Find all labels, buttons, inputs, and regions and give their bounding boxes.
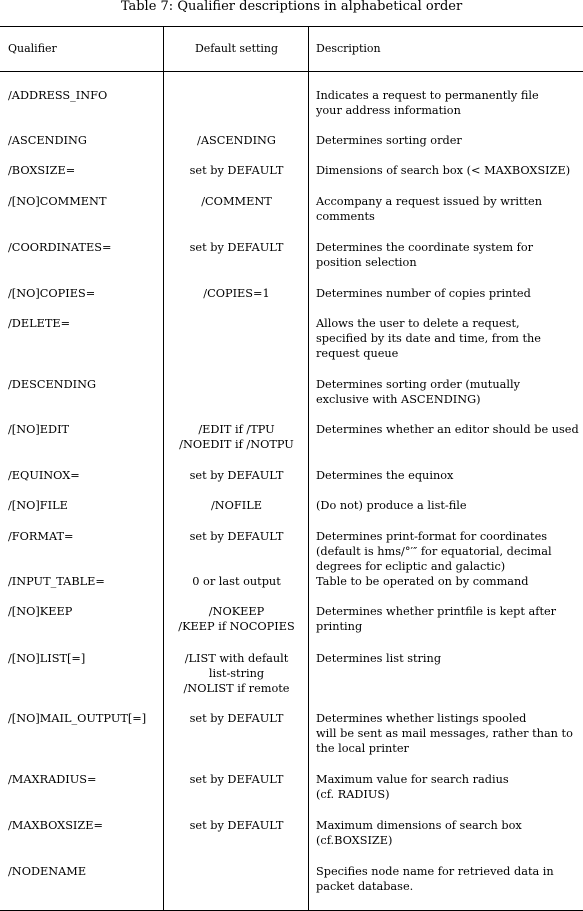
qualifier-cell: /DELETE= [8,317,71,330]
description-cell-line: request queue [316,347,399,360]
description-cell [316,422,582,437]
description-cell [316,194,582,224]
default-setting-cell-line: list-string [208,667,265,680]
description-cell-line: Indicates a request to permanently file [316,89,539,102]
description-cell-line: Allows the user to delete a request, [316,317,520,330]
description-cell-line: (cf. RADIUS) [316,788,390,801]
description-cell-line: comments [316,210,375,223]
default-setting-cell-line: /EDIT if /TPU [198,423,275,436]
description-cell-line: specified by its date and time, from the [316,332,541,345]
qualifier-cell: /[NO]KEEP [8,605,73,618]
description-cell-line: Dimensions of search box (< MAXBOXSIZE) [316,164,571,177]
description-cell-line: Maximum dimensions of search box [316,819,522,832]
header-default-setting: Default setting [194,42,279,55]
qualifier-cell: /MAXBOXSIZE= [8,819,103,832]
description-cell-line: exclusive with ASCENDING) [316,393,481,406]
description-cell-line: Specifies node name for retrieved data in [316,865,554,878]
qualifier-cell: /[NO]LIST[=] [8,652,86,665]
description-cell-line: your address information [316,104,461,117]
description-cell [316,240,582,270]
description-cell-line: Determines the equinox [316,469,454,482]
default-setting-cell [165,133,308,148]
default-setting-cell-line: /NOFILE [210,499,262,512]
description-cell [316,498,582,513]
default-setting-cell-line: /NOEDIT if /NOTPU [179,438,294,451]
default-setting-cell-line: /NOLIST if remote [183,682,290,695]
description-cell-line: Determines whether an editor should be used [316,423,579,436]
description-cell-line: degrees for ecliptic and galactic) [316,560,506,573]
description-cell-line: Determines print-format for coordinates [316,530,548,543]
qualifier-cell: /FORMAT= [8,530,74,543]
qualifier-cell: /EQUINOX= [8,469,80,482]
default-setting-cell-line: set by DEFAULT [189,773,284,786]
default-setting-cell [165,498,308,513]
default-setting-cell [165,286,308,301]
default-setting-cell-line: /COPIES=1 [203,287,270,300]
default-setting-cell-line: set by DEFAULT [189,469,284,482]
default-setting-cell [165,772,308,787]
default-setting-cell [165,574,308,589]
description-cell-line: Determines number of copies printed [316,287,531,300]
description-cell-line: printing [316,620,363,633]
description-cell-line: Determines whether printfile is kept after [316,605,557,618]
default-setting-cell-line: set by DEFAULT [189,712,284,725]
description-cell [316,88,582,118]
default-setting-cell-line: /ASCENDING [197,134,276,147]
default-setting-cell [165,651,308,696]
description-cell-line: the local printer [316,742,409,755]
description-cell-line: Determines whether listings spooled [316,712,527,725]
default-setting-cell-line: set by DEFAULT [189,241,284,254]
description-cell [316,604,582,634]
description-cell-line: Determines sorting order [316,134,462,147]
default-setting-cell-line: set by DEFAULT [189,530,284,543]
header-description: Description [316,42,381,55]
description-cell-line: position selection [316,256,417,269]
description-cell [316,711,582,756]
description-cell-line: Determines list string [316,652,442,665]
qualifier-cell: /[NO]COPIES= [8,287,96,300]
qualifier-cell: /NODENAME [8,865,87,878]
default-setting-cell [165,194,308,209]
header-qualifier: Qualifier [8,42,57,55]
default-setting-cell-line: /KEEP if NOCOPIES [178,620,295,633]
description-cell [316,529,582,574]
default-setting-cell [165,422,308,452]
description-cell [316,864,582,894]
default-setting-cell-line: set by DEFAULT [189,164,284,177]
description-cell [316,468,582,483]
default-setting-cell [165,818,308,833]
qualifier-cell: /INPUT_TABLE= [8,575,105,588]
default-setting-cell-line: /LIST with default [184,652,289,665]
qualifier-cell: /[NO]EDIT [8,423,70,436]
description-cell [316,651,582,666]
description-cell-line: (default is hms/°′″ for equatorial, decimal [316,545,552,558]
description-cell [316,316,582,361]
description-cell [316,286,582,301]
default-setting-cell [165,604,308,634]
description-cell-line: Determines the coordinate system for [316,241,534,254]
default-setting-cell-line: set by DEFAULT [189,819,284,832]
qualifier-cell: /ASCENDING [8,134,87,147]
description-cell [316,133,582,148]
qualifier-cell: /MAXRADIUS= [8,773,97,786]
default-setting-cell [165,240,308,255]
qualifier-cell: /[NO]FILE [8,499,68,512]
default-setting-cell [165,529,308,544]
qualifier-cell: /ADDRESS_INFO [8,89,108,102]
qualifier-cell: /[NO]MAIL_OUTPUT[=] [8,712,147,725]
qualifier-cell: /[NO]COMMENT [8,195,107,208]
qualifier-cell: /DESCENDING [8,378,97,391]
default-setting-cell-line: /COMMENT [201,195,272,208]
description-cell-line: (cf.BOXSIZE) [316,834,393,847]
column-divider-2 [308,26,309,910]
description-cell-line: Maximum value for search radius [316,773,509,786]
table-caption: Table 7: Qualifier descriptions in alphabetical order [120,0,463,14]
header-bottom-rule [0,71,583,72]
description-cell [316,574,582,589]
default-setting-cell [165,163,308,178]
description-cell-line: (Do not) produce a list-file [316,499,467,512]
default-setting-cell [165,711,308,726]
default-setting-cell [165,468,308,483]
description-cell-line: will be sent as mail messages, rather than to [316,727,573,740]
description-cell [316,772,582,802]
qualifier-cell: /COORDINATES= [8,241,112,254]
default-setting-cell-line: /NOKEEP [208,605,265,618]
qualifier-cell: /BOXSIZE= [8,164,76,177]
description-cell-line: Determines sorting order (mutually [316,378,520,391]
description-cell-line: packet database. [316,880,414,893]
default-setting-cell-line: 0 or last output [192,575,281,588]
description-cell [316,163,582,178]
description-cell [316,377,582,407]
description-cell [316,818,582,848]
column-divider-1 [163,26,164,910]
description-cell-line: Table to be operated on by command [316,575,529,588]
description-cell-line: Accompany a request issued by written [316,195,542,208]
